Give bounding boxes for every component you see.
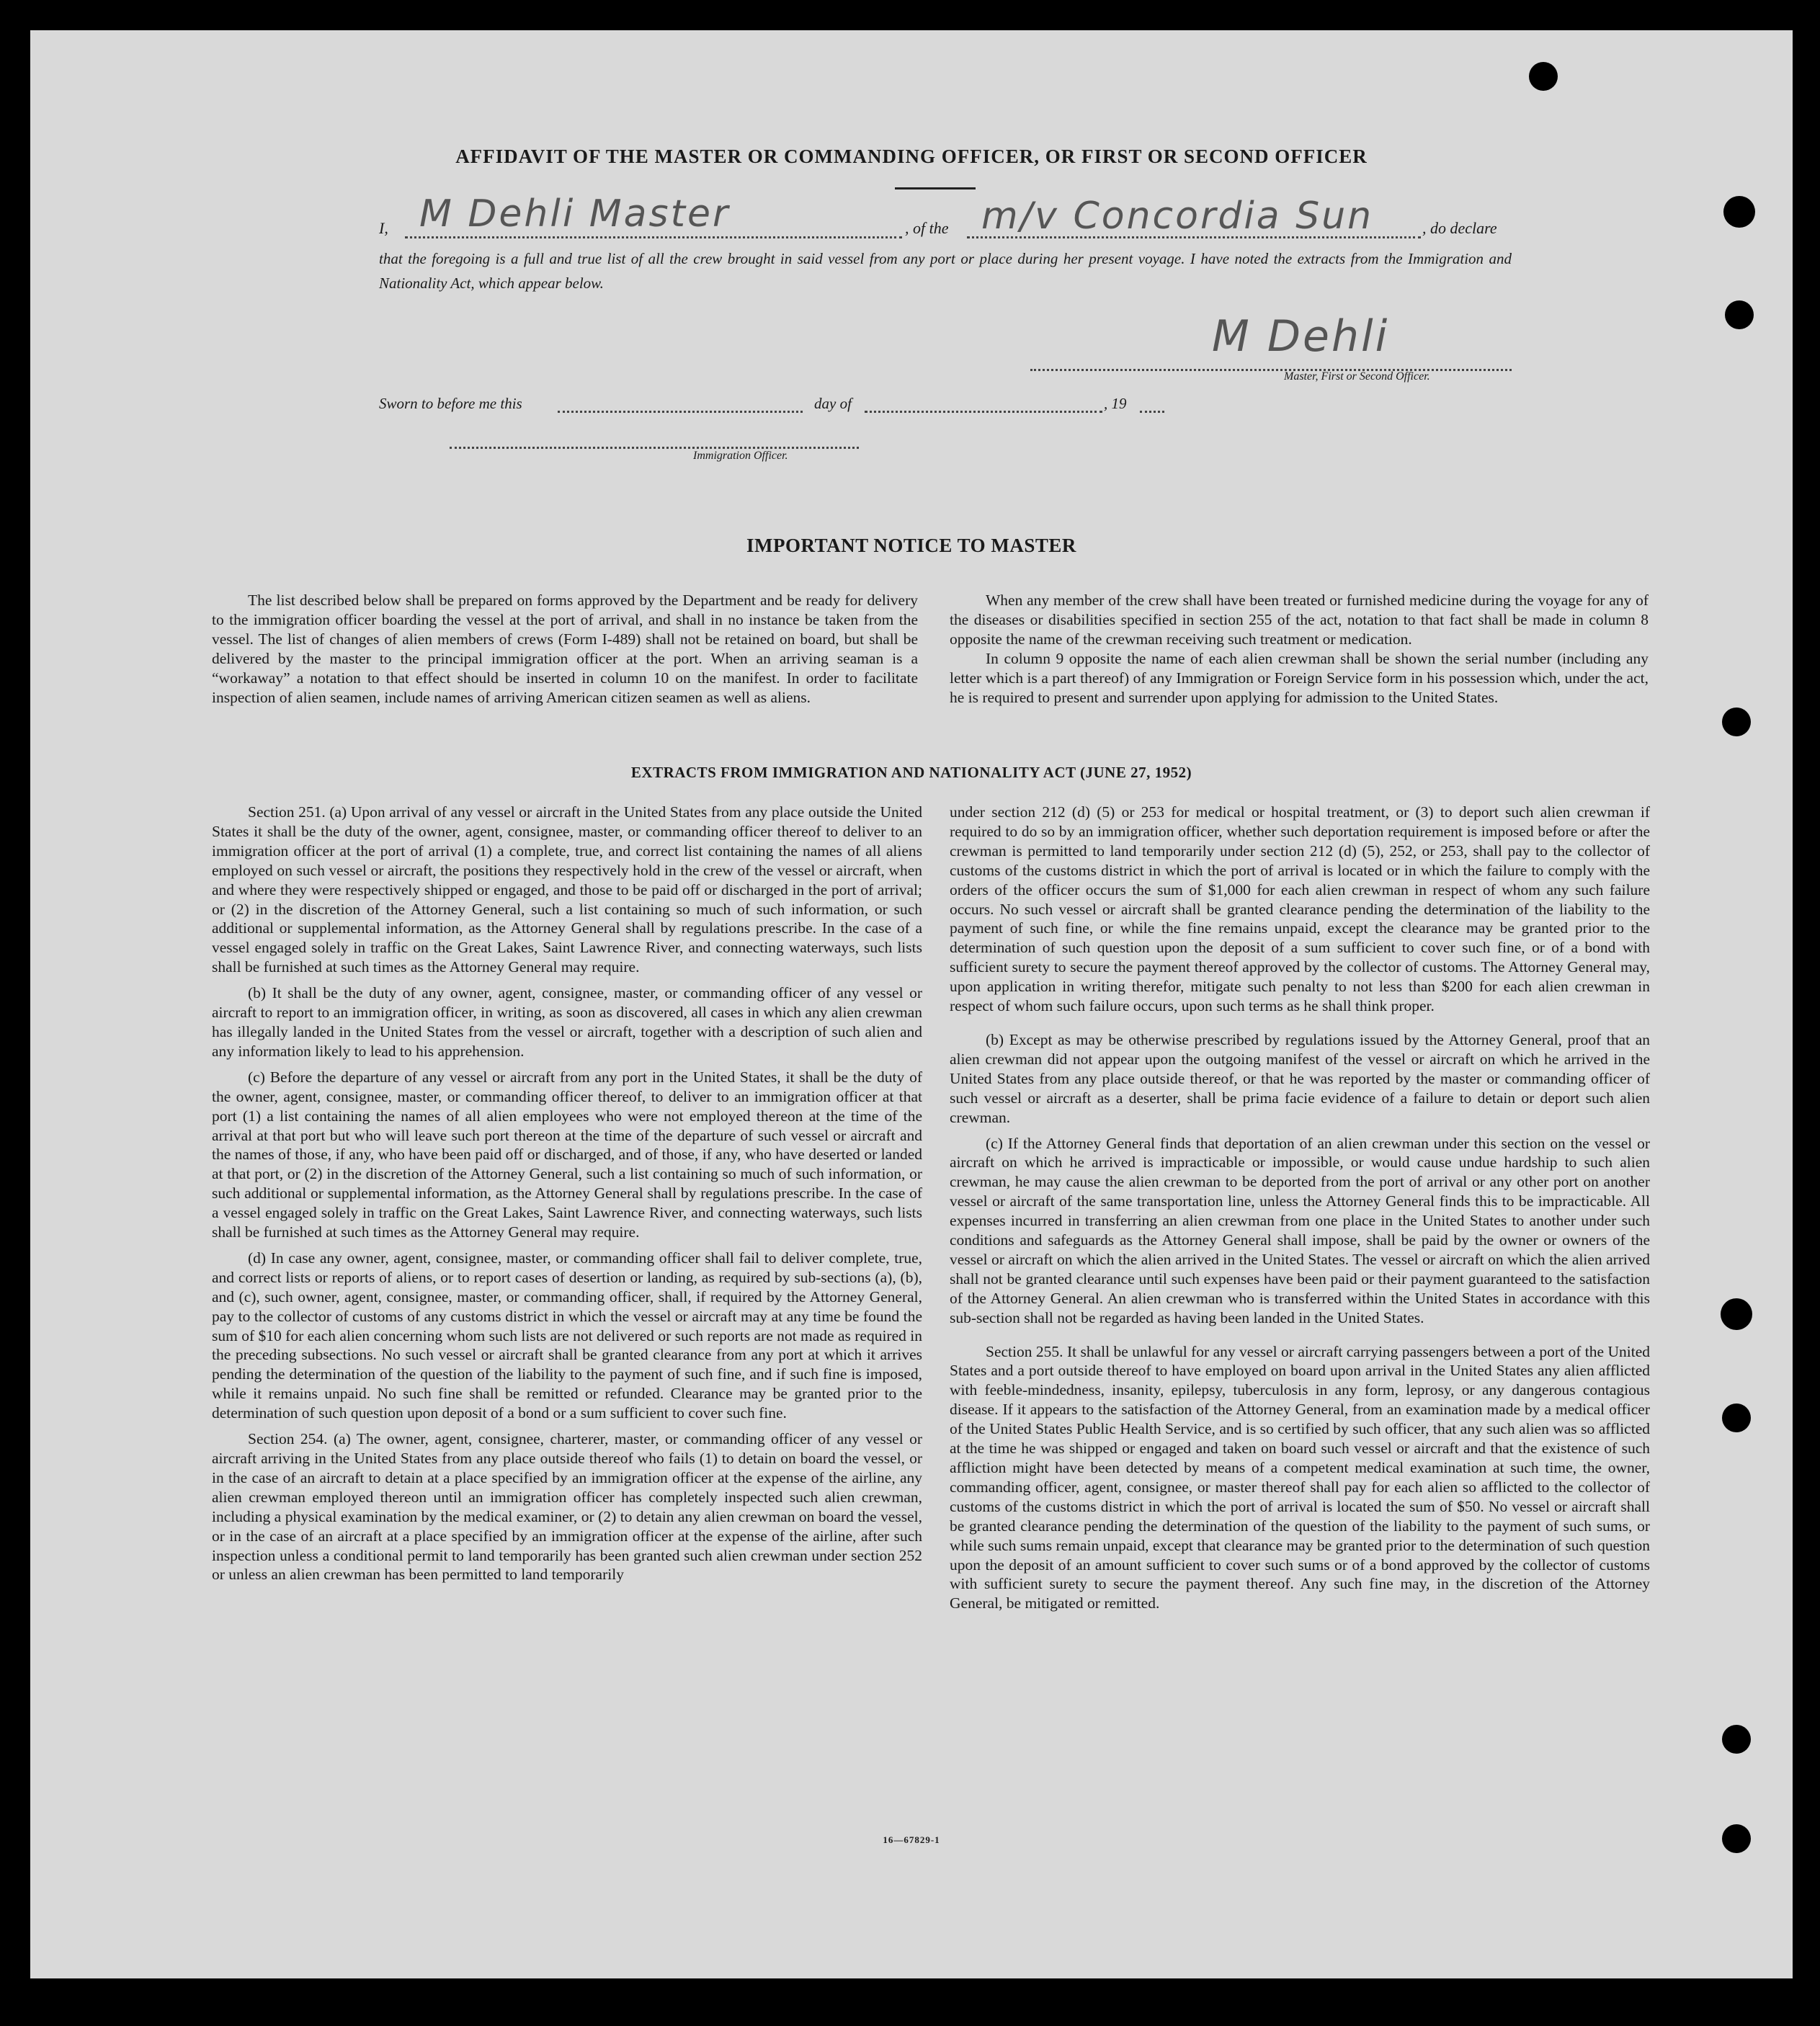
signature-label: Master, First or Second Officer. <box>1284 370 1430 383</box>
notice-title: IMPORTANT NOTICE TO MASTER <box>746 535 1076 556</box>
document-page <box>30 30 1793 1978</box>
title-rule <box>895 187 976 189</box>
sworn-date-line <box>558 411 803 413</box>
notice-right-column <box>950 591 1649 713</box>
punch-hole <box>1725 300 1754 329</box>
extracts-left-column <box>212 803 922 1591</box>
form-number: 16—67829-1 <box>883 1834 940 1845</box>
year-line <box>1140 411 1164 413</box>
punch-hole <box>1721 1298 1752 1330</box>
declaration-text: that the foregoing is a full and true list of all the crew brought in said vessel from any port or place during her present voyage. I have noted the extracts from the Immigration and Nationality Act, which appear below. <box>379 250 1512 292</box>
notice-left-paragraph: The list described below shall be prepared on forms approved by the Department and be ready for delivery to the immigration officer boarding the vessel at the port of arrival, and shall in no instance be taken from the vessel. The list of changes of alien members of crews (Form I-489) shall not be retained on board, but shall be delivered by the master to the principal immigration officer at the port. When an arriving seaman is a “workaway” a notation to that effect should be inserted in column 10 on the manifest. In order to facilitate inspection of alien seamen, include names of arriving American citizen seamen as well as aliens. <box>212 592 918 706</box>
punch-hole <box>1722 1404 1751 1432</box>
extracts-right-column <box>950 803 1650 1620</box>
immigration-officer-label: Immigration Officer. <box>693 450 788 462</box>
vessel-name-handwritten: m/v Concordia Sun <box>981 195 1374 238</box>
notice-right-paragraph: When any member of the crew shall have been treated or furnished medicine during the voyage for any of the diseases or disabilities specified in section 255 of the act, notation to that fact shall be made in column 8 opposite the name of the crewman receiving such treatment or medication. <box>950 592 1649 648</box>
section-paragraph: Section 254. (a) The owner, agent, consignee, charterer, master, or commanding officer of any vessel or aircraft arriving in the United States from any place outside thereof who fails (1) to detain on board the vessel, or in the case of an aircraft to detain at a place specified by an immigration officer at the expense of the airline, any alien crewman employed thereon until an immigration officer has completely inspected such alien crewman, including a physical examination by the medical examiner, or (2) to detain any alien crewman on board the vessel, or in the case of an aircraft at a place specified by an immigration officer at the expense of the airline, after such inspection unless a conditional permit to land temporarily has been granted such alien crewman under section 252 or unless an alien crewman has been permitted to land temporarily <box>212 1430 922 1584</box>
punch-hole <box>1723 196 1755 228</box>
declarant-name-line <box>405 236 902 238</box>
of-the-label: , of the <box>905 219 949 237</box>
sworn-label: Sworn to before me this <box>379 395 522 412</box>
notice-left-column <box>212 591 918 713</box>
year-label: , 19 <box>1104 395 1127 412</box>
signature-line <box>1030 369 1512 371</box>
section-paragraph: under section 212 (d) (5) or 253 for medical or hospital treatment, or (3) to deport such alien crewman if required to do so by an immigration officer, whether such deportation requirement is imposed before or after the crewman is permitted to land temporarily under section 212 (d) (5), 252, or 253, shall pay to the collector of customs of the customs district in which the port of arrival is located or in which the failure to comply with the orders of the officer occurs the sum of $1,000 for each alien crewman in respect of whom any such failure occurs. No such vessel or aircraft shall be granted clearance pending the determination of the liability to the payment of such fine, or while the fine remains unpaid, except the clearance may be granted prior to the determination of such question upon the deposit of a sum sufficient to cover such fine, or of a bond with sufficient surety to secure the payment thereof approved by the collector of customs. The Attorney General may, upon application in writing therefor, mitigate such penalty to not less than $200 for each alien crewman in respect of whom such failure occurs, upon such terms as he shall think proper. <box>950 803 1650 1015</box>
section-paragraph: Section 255. It shall be unlawful for any vessel or aircraft carrying passengers between a port of the United States and a port outside thereof to have employed on board upon arrival in the United States any alien afflicted with feeble-mindedness, insanity, epilepsy, tuberculosis in any form, leprosy, or any dangerous contagious disease. If it appears to the satisfaction of the Attorney General, from an examination made by a medical officer of the United States Public Health Service, and is so certified by such officer, that any such alien was so afflicted at the time he was shipped or engaged and taken on board such vessel or aircraft and that the existence of such affliction might have been detected by means of a competent medical examination at such time, the owner, commanding officer, agent, consignee, or master thereof shall pay for each alien so afflicted to the collector of customs of the customs district in which the port of arrival is located the sum of $50. No vessel or aircraft shall be granted clearance pending the determination of the question of the liability to the payment of such sums, or while such sums remain unpaid, except that clearance may be granted prior to the determination of such question upon the deposit of an amount sufficient to cover such sums or of a bond approved by the collector of customs with sufficient surety to secure the payment thereof. Any such fine may, in the discretion of the Attorney General, be mitigated or remitted. <box>950 1342 1650 1612</box>
section-paragraph: (b) Except as may be otherwise prescribed by regulations issued by the Attorney General, proof that an alien crewman did not appear upon the outgoing manifest of the vessel or aircraft on which he arrived in the United States from any place outside thereof, or that he was reported by the master or commanding officer of such vessel or aircraft as a deserter, shall be prima facie evidence of a failure to detain or deport such alien crewman. <box>950 1030 1650 1126</box>
declarant-name-handwritten: M Dehli Master <box>419 192 731 236</box>
declarant-label: I, <box>379 219 388 237</box>
section-paragraph: (c) Before the departure of any vessel or aircraft from any port in the United States, it shall be the duty of the owner, agent, consignee, master, or commanding officer thereof, to deliver to an immigration officer at that port (1) a list containing the names of all alien employees who were not employed thereon at the time of the arrival at that port but who will leave such port thereon at the time of the departure of such vessel or aircraft and the names of those, if any, who have been paid off or discharged, and of those, if any, who have deserted or landed at that port, or (2) in the discretion of the Attorney General, such a list containing so much of such information, or such additional or supplemental information, as the Attorney General shall by regulations prescribe. In the case of a vessel engaged solely in traffic on the Great Lakes, Saint Lawrence River, and connecting waterways, such lists shall be furnished at such times as the Attorney General may require. <box>212 1068 922 1241</box>
section-paragraph: (d) In case any owner, agent, consignee, master, or commanding officer shall fail to deliver complete, true, and correct lists or reports of aliens, or to report cases of desertion or landing, as required by sub-sections (a), (b), and (c), such owner, agent, consignee, master, or commanding officer, shall, if required by the Attorney General, pay to the collector of customs of any customs district in which the vessel or aircraft may at any time be found the sum of $10 for each alien concerning whom such lists are not delivered or such reports are not made as required in the preceding subsections. No such vessel or aircraft shall be granted clearance from any port at which it arrives pending the determination of the question of the liability to the payment of such fine, and if such fine is imposed, while it remains unpaid. No such fine shall be remitted or refunded. Clearance may be granted prior to the determination of such question upon deposit of a bond or a sum sufficient to cover such fine. <box>212 1249 922 1422</box>
section-paragraph: (c) If the Attorney General finds that deportation of an alien crewman under this section on the vessel or aircraft on which he arrived is impracticable or impossible, or would cause undue hardship to such alien crewman, he may cause the alien crewman to be deported from the port of arrival or any other port on another vessel or aircraft of the same transportation line, unless the Attorney General finds this to be impracticable. All expenses incurred in transferring an alien crewman from one place in the United States to another under such conditions and safeguards as the Attorney General shall impose, shall be paid by the owner or owners of the vessel or aircraft on which the alien arrived in the United States. The vessel or aircraft on which the alien arrived shall not be granted clearance until such expenses have been paid or their payment guaranteed to the satisfaction of the Attorney General. An alien crewman who is transferred within the United States in accordance with this sub-section shall not be regarded as having been landed in the United States. <box>950 1134 1650 1326</box>
section-paragraph: Section 251. (a) Upon arrival of any vessel or aircraft in the United States from any place outside the United States it shall be the duty of the owner, agent, consignee, master, or commanding officer thereof to deliver to an immigration officer at the port of arrival (1) a complete, true, and correct list containing the names of all aliens employed on such vessel or aircraft, the positions they respectively hold in the crew of the vessel or aircraft, when and where they were respectively shipped or engaged, and those to be paid off or discharged in the port of arrival; or (2) in the discretion of the Attorney General, such a list containing so much of such information, or such additional or supplemental information, as the Attorney General shall by regulations prescribe. In the case of a vessel engaged solely in traffic on the Great Lakes, Saint Lawrence River, and connecting waterways, such lists shall be furnished at such times as the Attorney General may require. <box>212 803 922 976</box>
master-signature: M Dehli <box>1212 311 1390 362</box>
month-line <box>865 411 1102 413</box>
day-of-label: day of <box>814 395 852 412</box>
extracts-title: EXTRACTS FROM IMMIGRATION AND NATIONALITY ACT (JUNE 27, 1952) <box>630 764 1192 781</box>
punch-hole <box>1722 708 1751 736</box>
section-paragraph: (b) It shall be the duty of any owner, agent, consignee, master, or commanding officer of any vessel or aircraft to report to an immigration officer, in writing, as soon as discovered, all cases in which any alien crewman has illegally landed in the United States from the vessel or aircraft, together with a description of such alien and any information likely to lead to his apprehension. <box>212 984 922 1060</box>
affidavit-title: AFFIDAVIT OF THE MASTER OR COMMANDING OFFICER, OR FIRST OR SECOND OFFICER <box>455 146 1368 167</box>
punch-hole <box>1722 1725 1751 1754</box>
do-declare-label: , do declare <box>1422 219 1497 237</box>
immigration-officer-line <box>450 447 859 449</box>
punch-hole <box>1529 62 1558 91</box>
notice-right-paragraph: In column 9 opposite the name of each alien crewman shall be shown the serial number (including any letter which is a part thereof) of any Immigration or Foreign Service form in his possession which, under the act, he is required to present and surrender upon applying for admission to the United States. <box>950 649 1649 706</box>
